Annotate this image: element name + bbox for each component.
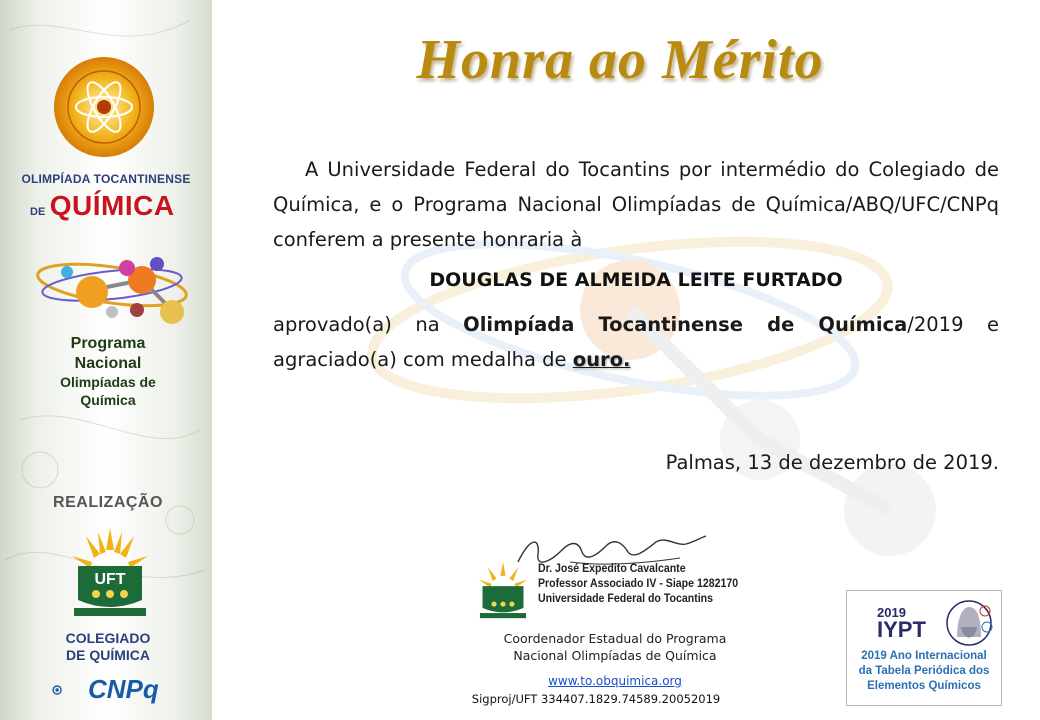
website-link[interactable]: www.to.obquimica.org <box>548 674 682 688</box>
programa-line3: Olimpíadas de <box>60 374 156 390</box>
uft-logo <box>68 522 152 622</box>
signatory-name: Dr. José Expedito Cavalcante <box>538 563 686 575</box>
colegiado-line1: COLEGIADO <box>65 630 151 646</box>
signatory-role: Professor Associado IV - Siape 1282170 <box>538 578 739 590</box>
certificate-date: Palmas, 13 de dezembro de 2019. <box>665 451 999 474</box>
programa-line2: Nacional <box>74 355 142 372</box>
iypt-desc-line3: Elementos Químicos <box>867 680 981 692</box>
olimpiada-de-label: DE <box>30 206 46 218</box>
certificate-title: Honra ao Mérito <box>416 29 824 91</box>
programa-line1: Programa <box>70 335 146 352</box>
coordinator-line1: Coordenador Estadual do Programa <box>503 631 727 646</box>
olimpiada-tocantinense-label: OLIMPÍADA TOCANTINENSE <box>21 172 191 186</box>
iypt-logo-box <box>846 590 1002 706</box>
realizacao-label: REALIZAÇÃO <box>53 494 163 511</box>
olimpiada-quimica-label: QUÍMICA <box>49 190 175 221</box>
olimpiada-quimica-heading <box>30 190 200 222</box>
signatory-institution: Universidade Federal do Tocantins <box>538 593 714 605</box>
sigproj-code: Sigproj/UFT 334407.1829.74589.20052019 <box>471 692 721 706</box>
cnpq-logo-icon <box>52 672 92 708</box>
iypt-acronym: IYPT <box>877 617 926 642</box>
coordinator-line2: Nacional Olimpíadas de Química <box>513 648 717 663</box>
molecule-illustration <box>32 250 192 330</box>
medal-type: ouro. <box>572 348 631 371</box>
olimpiada-sun-logo <box>52 55 156 159</box>
iypt-desc-line2: da Tabela Periódica dos <box>858 665 990 677</box>
iypt-description <box>847 649 1001 694</box>
coordinator-title <box>470 630 760 664</box>
iypt-heading <box>877 605 926 640</box>
mendeleev-portrait-icon <box>935 597 995 649</box>
para2-event: Olimpíada Tocantinense de Química <box>463 313 908 336</box>
awardee-name: DOUGLAS DE ALMEIDA LEITE FURTADO <box>429 269 843 291</box>
para2-start: aprovado(a) na <box>273 313 464 336</box>
cnpq-logo-text: CNPq <box>88 674 159 704</box>
iypt-desc-line1: 2019 Ano Internacional <box>861 650 987 662</box>
programa-nacional-label <box>10 334 206 409</box>
certificate-paragraph-2 <box>273 307 999 377</box>
programa-line4: Química <box>80 391 136 408</box>
signatory-info <box>538 562 738 607</box>
para2-mid: /2019 e agraciado(a) com medalha de <box>273 313 999 371</box>
colegiado-line2: DE QUÍMICA <box>66 646 150 663</box>
certificate-paragraph-1: A Universidade Federal do Tocantins por intermédio do Colegiado de Química, e o Programa Nacional Olimpíadas de Química/ABQ/UFC/CNPq conferem a presente honraria à <box>273 158 999 251</box>
colegiado-quimica-label <box>10 630 206 664</box>
uft-logo-text: UFT <box>94 571 126 588</box>
iypt-year: 2019 <box>877 605 906 620</box>
